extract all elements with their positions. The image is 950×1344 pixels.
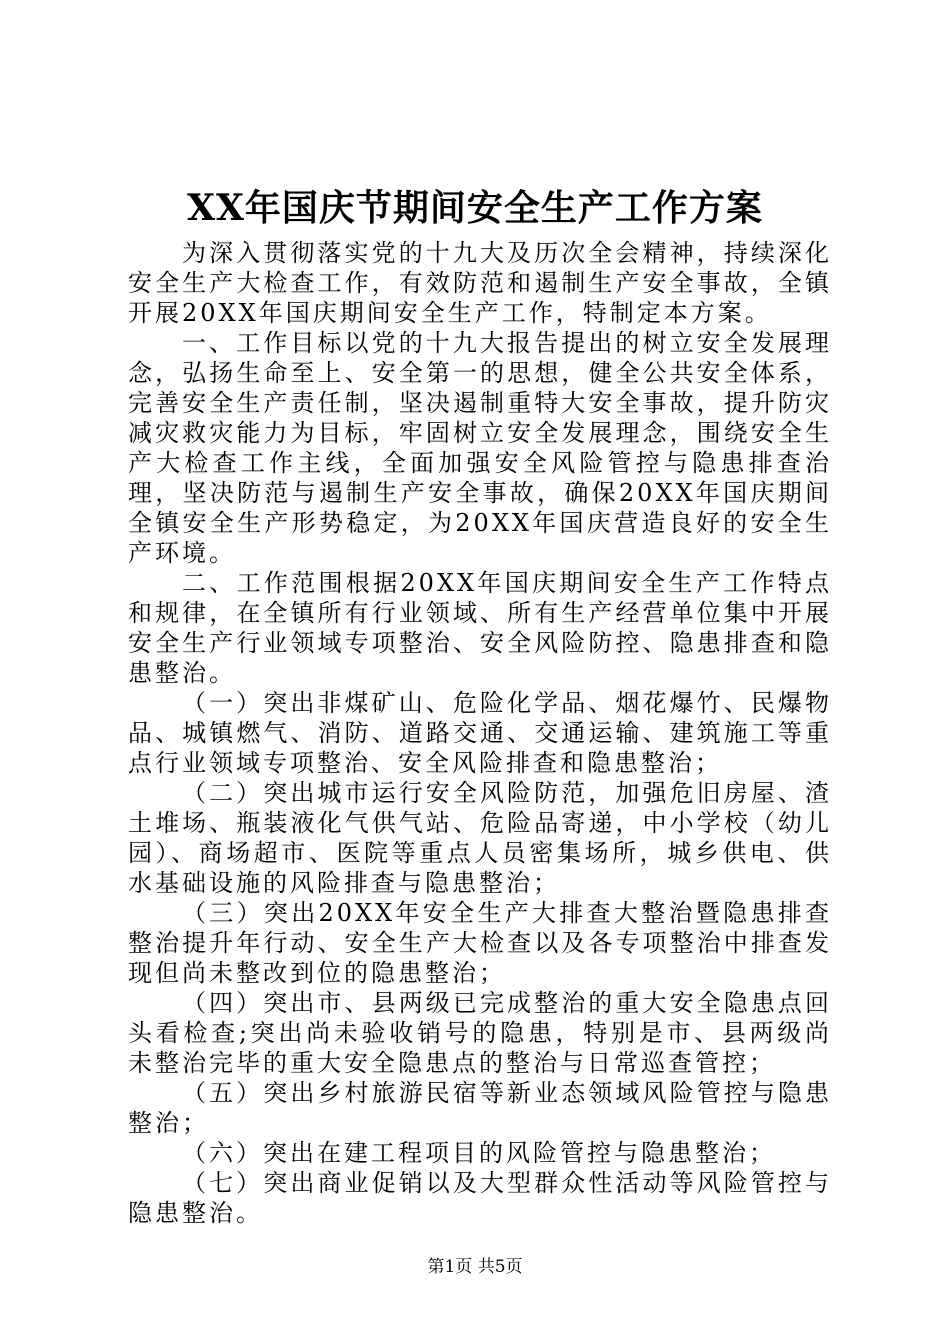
paragraph-item-3: （三）突出20XX年安全生产大排查大整治暨隐患排查整治提升年行动、安全生产大检查以及各专项整治中排查发现但尚未整改到位的隐患整治；: [128, 899, 832, 987]
paragraph-item-1: （一）突出非煤矿山、危险化学品、烟花爆竹、民爆物品、城镇燃气、消防、道路交通、交通运输、建筑施工等重点行业领域专项整治、安全风险排查和隐患整治；: [128, 689, 832, 777]
page-number-footer: 第1页 共5页: [427, 1257, 523, 1277]
paragraph-item-7: （七）突出商业促销以及大型群众性活动等风险管控与隐患整治。: [128, 1169, 832, 1227]
paragraph-item-2: （二）突出城市运行安全风险防范，加强危旧房屋、渣土堆场、瓶装液化气供气站、危险品寄递，中小学校（幼儿园）、商场超市、医院等重点人员密集场所，城乡供电、供水基础设施的风险排查与隐患整治；: [128, 779, 832, 897]
paragraph-work-scope: 二、工作范围根据20XX年国庆期间安全生产工作特点和规律，在全镇所有行业领域、所有生产经营单位集中开展安全生产行业领域专项整治、安全风险防控、隐患排查和隐患整治。: [128, 569, 832, 687]
paragraph-item-5: （五）突出乡村旅游民宿等新业态领域风险管控与隐患整治；: [128, 1079, 832, 1137]
paragraph-item-4: （四）突出市、县两级已完成整治的重大安全隐患点回头看检查;突出尚未验收销号的隐患，特别是市、县两级尚未整治完毕的重大安全隐患点的整治与日常巡查管控；: [128, 989, 832, 1077]
paragraph-intro: 为深入贯彻落实党的十九大及历次全会精神，持续深化安全生产大检查工作，有效防范和遏制生产安全事故，全镇开展20XX年国庆期间安全生产工作，特制定本方案。: [128, 239, 832, 327]
document-title: XX年国庆节期间安全生产工作方案: [187, 187, 763, 229]
paragraph-item-6: （六）突出在建工程项目的风险管控与隐患整治；: [182, 1139, 776, 1167]
paragraph-work-goal: 一、工作目标以党的十九大报告提出的树立安全发展理念，弘扬生命至上、安全第一的思想，健全公共安全体系，完善安全生产责任制，坚决遏制重特大安全事故，提升防灾减灾救灾能力为目标，牢固树立安全发展理念，围绕安全生产大检查工作主线，全面加强安全风险管控与隐患排查治理，坚决防范与遏制生产安全事故，确保20XX年国庆期间全镇安全生产形势稳定，为20XX年国庆营造良好的安全生产环境。: [128, 329, 832, 567]
document-body: [128, 238, 832, 1228]
